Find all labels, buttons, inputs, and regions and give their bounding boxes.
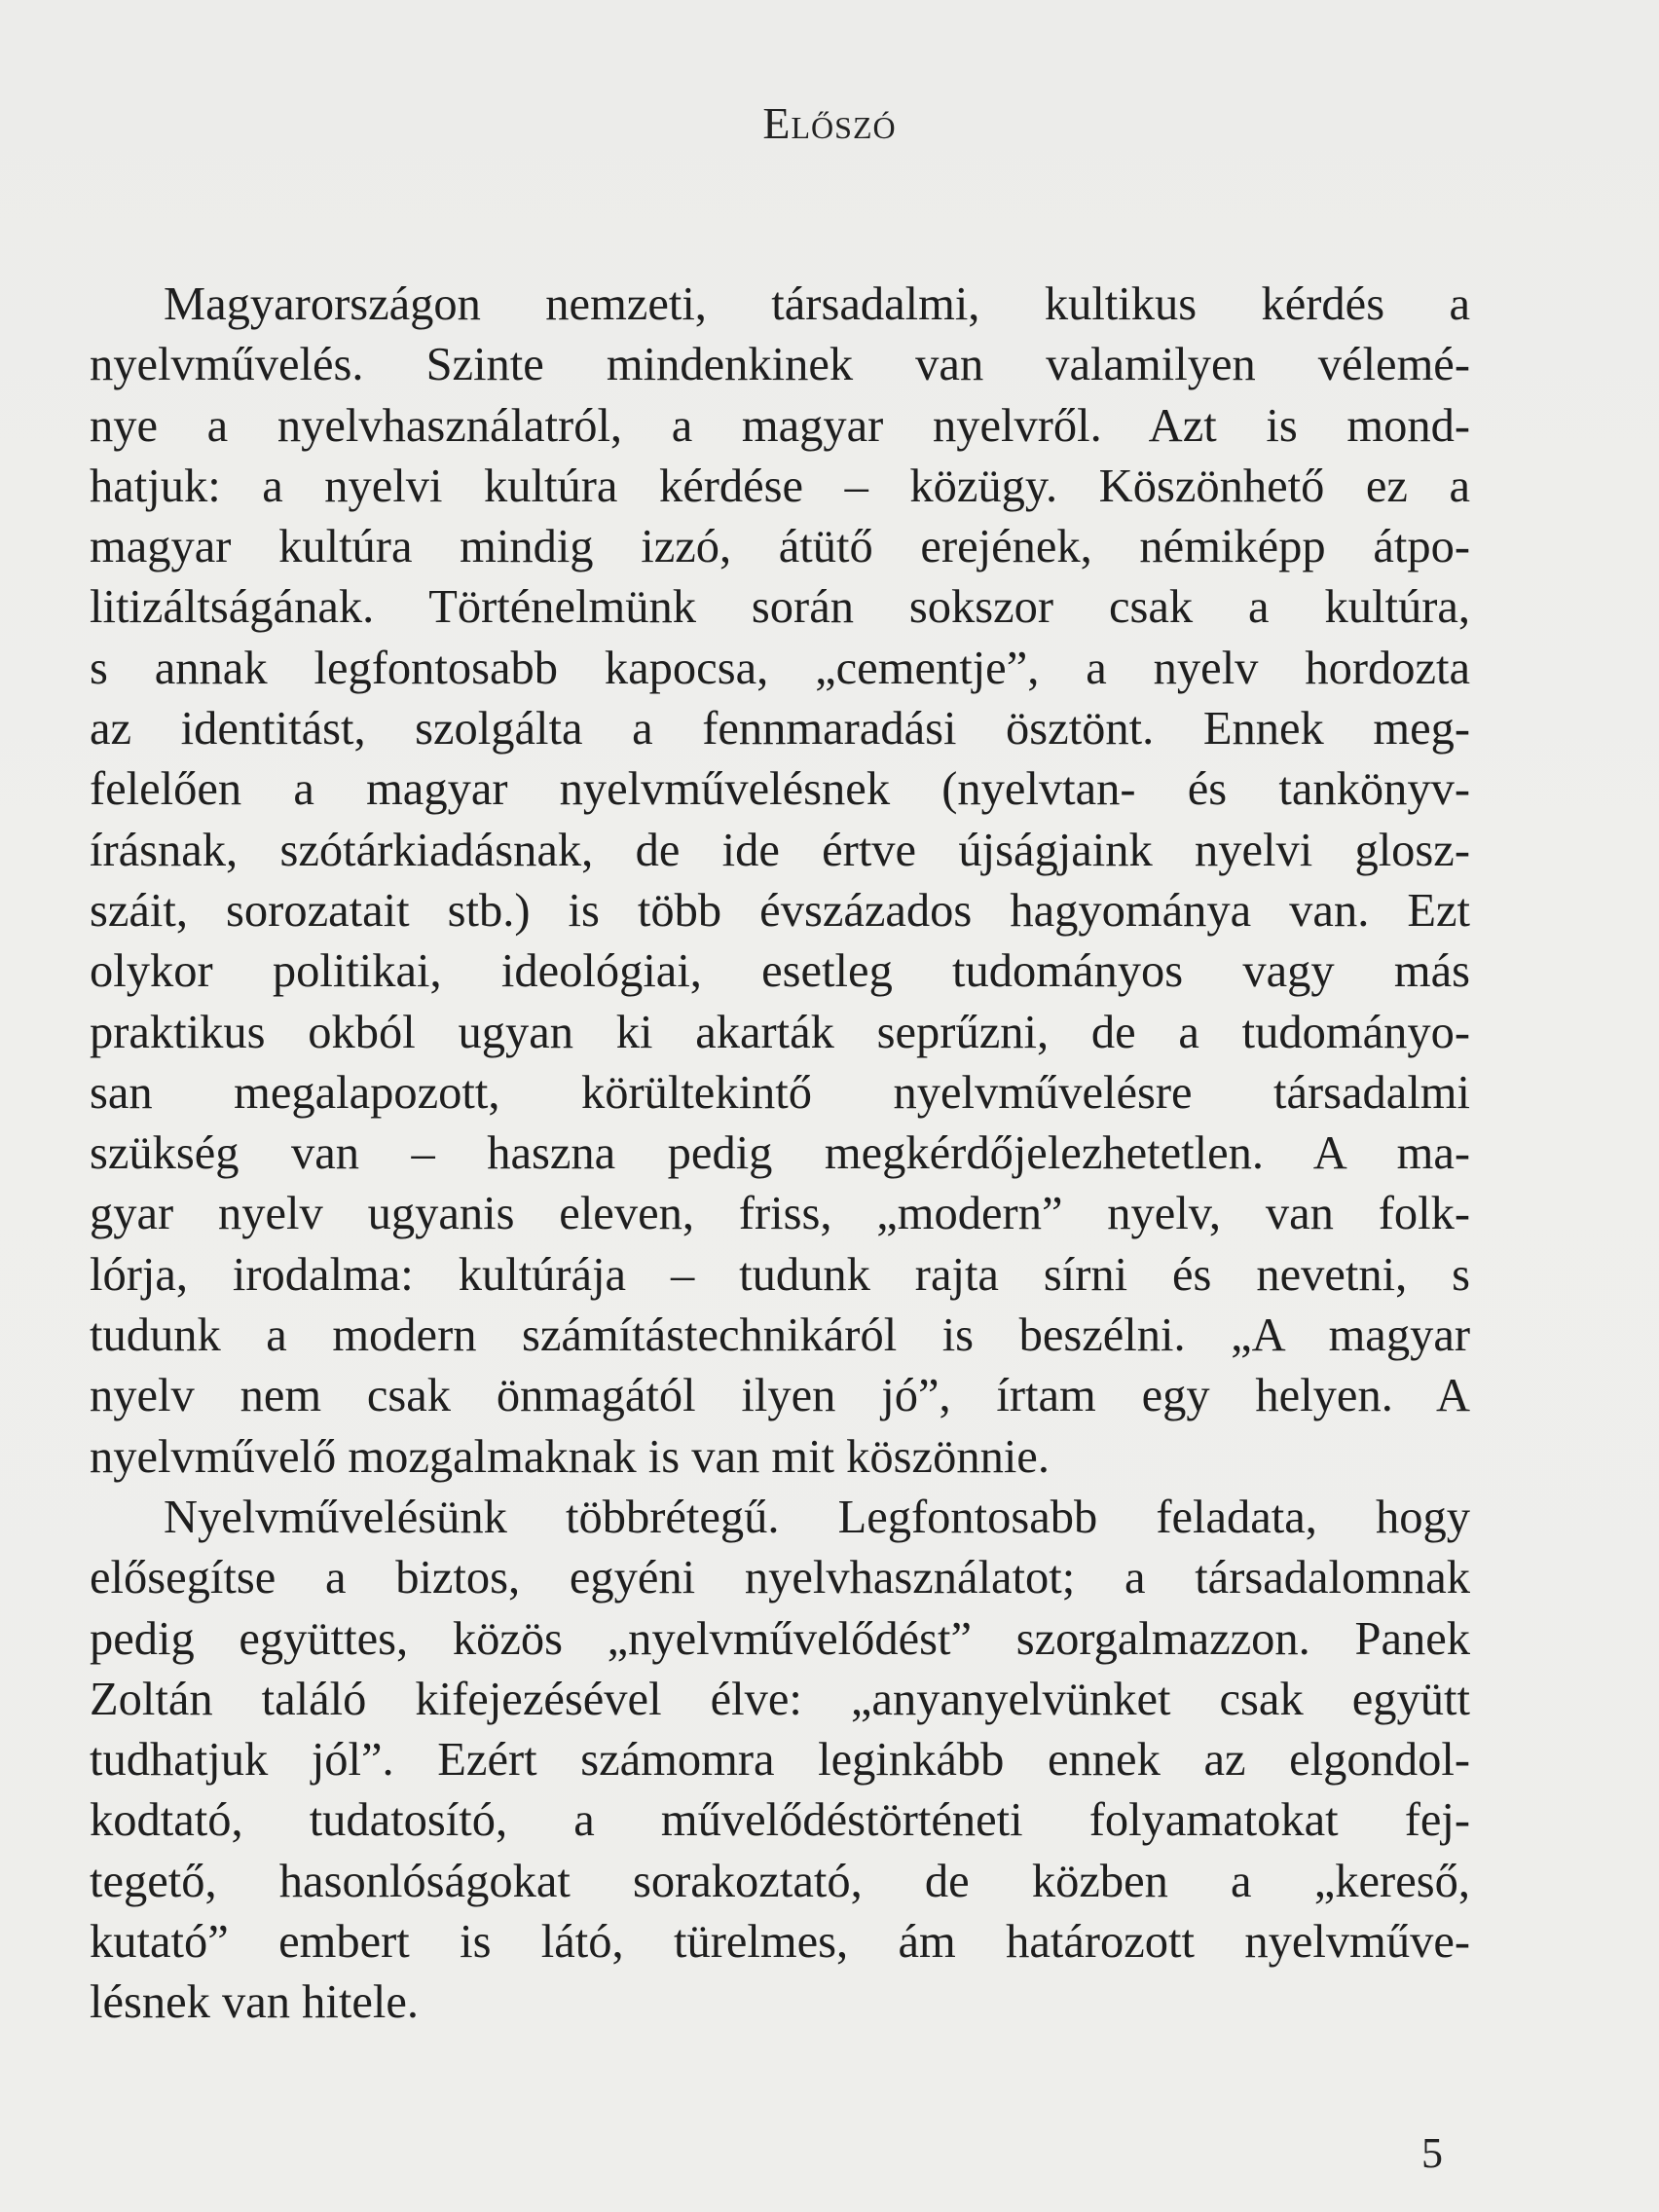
text-line: praktikus okból ugyan ki akarták seprűzni, de a tudományo-: [90, 1006, 1470, 1058]
paragraph-1: [90, 275, 1470, 1488]
text-line: litizáltságának. Történelmünk során sokszor csak a kultúra,: [90, 581, 1470, 634]
text-line: nyelvművelő mozgalmaknak is van mit köszönnie.: [90, 1430, 1050, 1483]
text-line: lésnek van hitele.: [90, 1976, 420, 2029]
text-line: kutató” embert is látó, türelmes, ám határozott nyelvműve-: [90, 1916, 1470, 1969]
text-line: nye a nyelvhasználatról, a magyar nyelvről. Azt is mond-: [90, 399, 1470, 452]
text-line: kodtató, tudatosító, a művelődéstörténeti folyamatokat fej-: [90, 1794, 1470, 1847]
text-line: nyelvművelés. Szinte mindenkinek van valamilyen vélemé-: [90, 339, 1470, 391]
text-line: tudunk a modern számítástechnikáról is beszélni. „A magyar: [90, 1309, 1470, 1362]
text-line: tegető, hasonlóságokat sorakoztató, de közben a „kereső,: [90, 1855, 1470, 1907]
text-line: az identitást, szolgálta a fennmaradási ösztönt. Ennek meg-: [90, 703, 1470, 756]
text-line: olykor politikai, ideológiai, esetleg tudományos vagy más: [90, 945, 1470, 998]
chapter-heading: Előszó: [762, 98, 897, 148]
body-text: [90, 275, 1470, 2034]
paragraph-2: [90, 1488, 1470, 2034]
text-line: gyar nyelv ugyanis eleven, friss, „modern” nyelv, van folk-: [90, 1188, 1470, 1240]
text-line: tudhatjuk jól”. Ezért számomra leginkább ennek az elgondol-: [90, 1734, 1470, 1787]
text-line: felelően a magyar nyelvművelésnek (nyelvtan- és tankönyv-: [90, 763, 1470, 816]
text-line: pedig együttes, közös „nyelvművelődést” szorgalmazzon. Panek: [90, 1612, 1470, 1665]
text-line: Magyarországon nemzeti, társadalmi, kultikus kérdés a: [164, 278, 1470, 330]
text-line: Zoltán találó kifejezésével élve: „anyanyelvünket csak együtt: [90, 1673, 1470, 1725]
text-line: nyelv nem csak önmagától ilyen jó”, írtam egy helyen. A: [90, 1370, 1470, 1422]
page-number: 5: [1421, 2129, 1443, 2177]
text-line: szükség van – haszna pedig megkérdőjelezhetetlen. A ma-: [90, 1127, 1470, 1180]
text-line: s annak legfontosabb kapocsa, „cementje”, a nyelv hordozta: [90, 642, 1470, 694]
text-line: elősegítse a biztos, egyéni nyelvhasználatot; a társadalomnak: [90, 1552, 1470, 1604]
text-line: magyar kultúra mindig izzó, átütő erejének, némiképp átpo-: [90, 521, 1470, 573]
text-line: írásnak, szótárkiadásnak, de ide értve újságjaink nyelvi glosz-: [90, 824, 1470, 876]
text-line: hatjuk: a nyelvi kultúra kérdése – közügy. Köszönhető ez a: [90, 460, 1470, 512]
text-line: lórja, irodalma: kultúrája – tudunk rajta sírni és nevetni, s: [90, 1248, 1470, 1301]
text-line: Nyelvművelésünk többrétegű. Legfontosabb feladata, hogy: [164, 1491, 1470, 1543]
text-line: száit, sorozatait stb.) is több évszázados hagyománya van. Ezt: [90, 884, 1470, 937]
text-line: san megalapozott, körültekintő nyelvművelésre társadalmi: [90, 1066, 1470, 1119]
